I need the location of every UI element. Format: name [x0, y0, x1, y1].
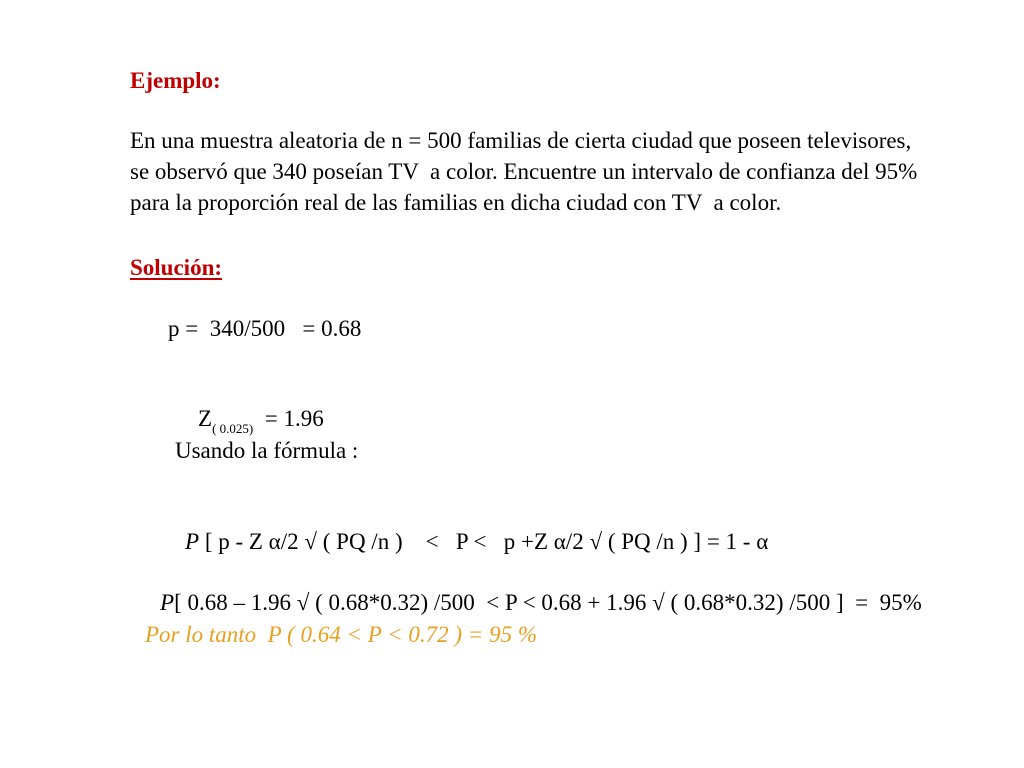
example-heading: Ejemplo:	[130, 68, 221, 93]
z-symbol: Z	[198, 406, 213, 431]
formula-intro: Usando la fórmula :	[175, 438, 359, 463]
formula-p-symbol: P	[185, 529, 200, 554]
z-subscript: ( 0.025)	[212, 421, 254, 436]
numeric-body: [ 0.68 – 1.96 √ ( 0.68*0.32) /500 < P < 0.68 + 1.96 √ ( 0.68*0.32) /500 ] = 95%	[174, 590, 922, 615]
formula-body: [ p - Z α/2 √ ( PQ /n ) < P < p +Z α/2 √ ( PQ /n ) ] = 1 - α	[199, 529, 769, 554]
problem-line-3: para la proporción real de las familias en dicha ciudad con TV a color.	[130, 190, 782, 215]
problem-line-2: se observó que 340 poseían TV a color. Encuentre un intervalo de confianza del 95%	[130, 159, 918, 184]
numeric-p-symbol: P	[160, 590, 175, 615]
conclusion: Por lo tanto P ( 0.64 < P < 0.72 ) = 95 %	[145, 622, 537, 647]
proportion-line: p = 340/500 = 0.68	[168, 316, 362, 341]
problem-line-1: En una muestra aleatoria de n = 500 familias de cierta ciudad que poseen televisores,	[130, 128, 912, 153]
problem-statement	[130, 125, 1020, 218]
z-value: = 1.96	[253, 406, 324, 431]
solution-heading: Solución:	[130, 255, 223, 280]
